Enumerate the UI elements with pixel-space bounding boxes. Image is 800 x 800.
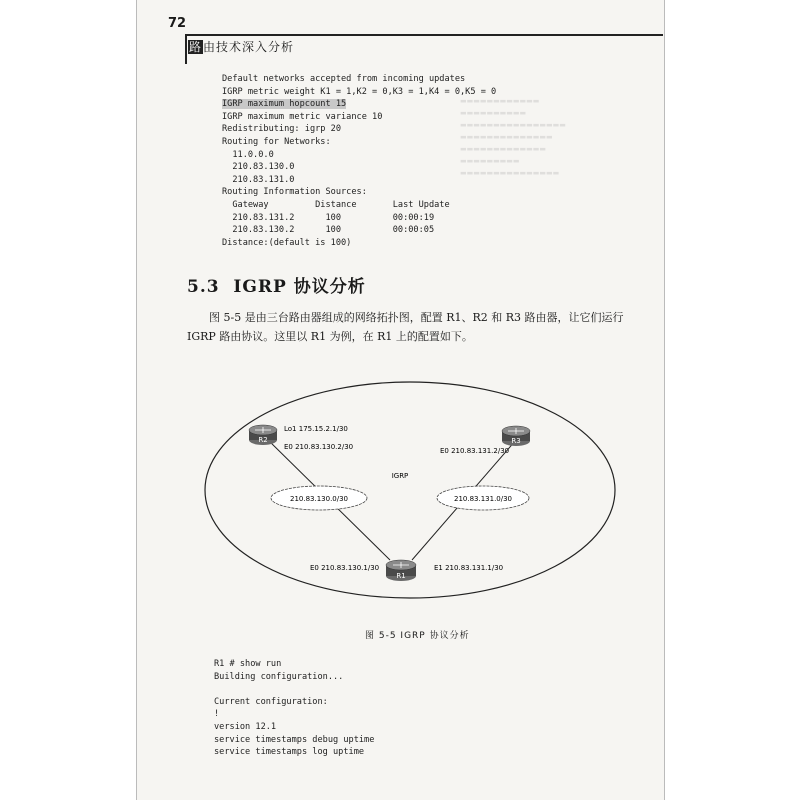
code-line: ! xyxy=(214,709,220,720)
header-vertical-rule xyxy=(185,34,187,64)
code-block-bottom xyxy=(214,658,374,759)
code-line: 210.83.130.0 xyxy=(222,162,295,173)
code-line: 11.0.0.0 xyxy=(222,149,274,160)
code-line: IGRP maximum metric variance 10 xyxy=(222,111,383,122)
running-header-rest: 由技术深入分析 xyxy=(203,40,295,54)
code-line xyxy=(214,683,374,696)
code-line: Default networks accepted from incoming updates xyxy=(222,74,466,84)
code-block-top xyxy=(222,73,496,249)
router-r2-label: R2 xyxy=(258,436,268,444)
header-rule xyxy=(185,34,663,36)
code-line: 210.83.131.2 100 00:00:19 xyxy=(222,212,435,223)
code-line: 210.83.131.0 xyxy=(222,174,295,185)
r2-loopback-label: Lo1 175.15.2.1/30 xyxy=(284,425,348,433)
code-line: service timestamps log uptime xyxy=(214,747,365,758)
r2-e0-label: E0 210.83.130.2/30 xyxy=(284,443,354,451)
page-number: 72 xyxy=(168,16,187,31)
code-line: Routing Information Sources: xyxy=(222,187,367,198)
code-highlight: IGRP maximum hopcount 15 xyxy=(222,99,347,110)
network-topology-diagram xyxy=(200,380,620,600)
section-title-text: IGRP 协议分析 xyxy=(233,277,366,297)
code-line: 210.83.130.2 100 00:00:05 xyxy=(222,225,435,236)
section-number: 5.3 xyxy=(187,277,220,297)
cloud-left-label: 210.83.130.0/30 xyxy=(289,495,349,503)
router-r3-label: R3 xyxy=(511,437,521,445)
r1-e0-label: E0 210.83.130.1/30 xyxy=(310,564,380,572)
code-line xyxy=(222,98,496,111)
code-line: Distance:(default is 100) xyxy=(222,237,352,248)
code-line: Routing for Networks: xyxy=(222,136,331,147)
r1-e1-label: E1 210.83.131.1/30 xyxy=(434,564,504,572)
code-line: service timestamps debug uptime xyxy=(214,734,375,745)
bleed-through-texture: ▬▬▬▬▬▬▬▬▬▬▬▬ ▬▬▬▬▬▬▬▬▬▬ ▬▬▬▬▬▬▬▬▬▬▬▬▬▬▬▬ ▬▬▬▬▬▬▬▬▬▬▬▬▬▬ ▬▬▬▬▬▬▬▬▬▬▬▬▬ ▬▬▬▬▬▬▬▬▬ ▬▬▬▬▬▬▬▬▬▬▬▬▬▬▬ xyxy=(460,97,566,177)
code-line: IGRP metric weight K1 = 1,K2 = 0,K3 = 1,K4 = 0,K5 = 0 xyxy=(222,86,497,97)
cloud-right-label: 210.83.131.0/30 xyxy=(453,495,513,503)
igrp-label: IGRP xyxy=(391,472,409,480)
code-line: Building configuration... xyxy=(214,671,344,682)
code-line: Redistributing: igrp 20 xyxy=(222,124,341,135)
running-header xyxy=(188,38,294,55)
body-paragraph: 图 5-5 是由三台路由器组成的网络拓扑图，配置 R1、R2 和 R3 路由器，让它们运行 IGRP 路由协议。这里以 R1 为例，在 R1 上的配置如下。 xyxy=(187,311,624,343)
r3-e0-label: E0 210.83.131.2/30 xyxy=(440,447,510,455)
running-header-first-char: 路 xyxy=(189,40,203,54)
code-line: R1 # show run xyxy=(214,659,282,669)
code-line: version 12.1 xyxy=(214,721,277,732)
figure-caption: 图 5-5 IGRP 协议分析 xyxy=(365,631,470,641)
code-line: Gateway Distance Last Update xyxy=(222,199,450,210)
section-heading xyxy=(187,272,366,297)
router-r1-label: R1 xyxy=(396,572,406,580)
code-line: Current configuration: xyxy=(214,696,328,707)
